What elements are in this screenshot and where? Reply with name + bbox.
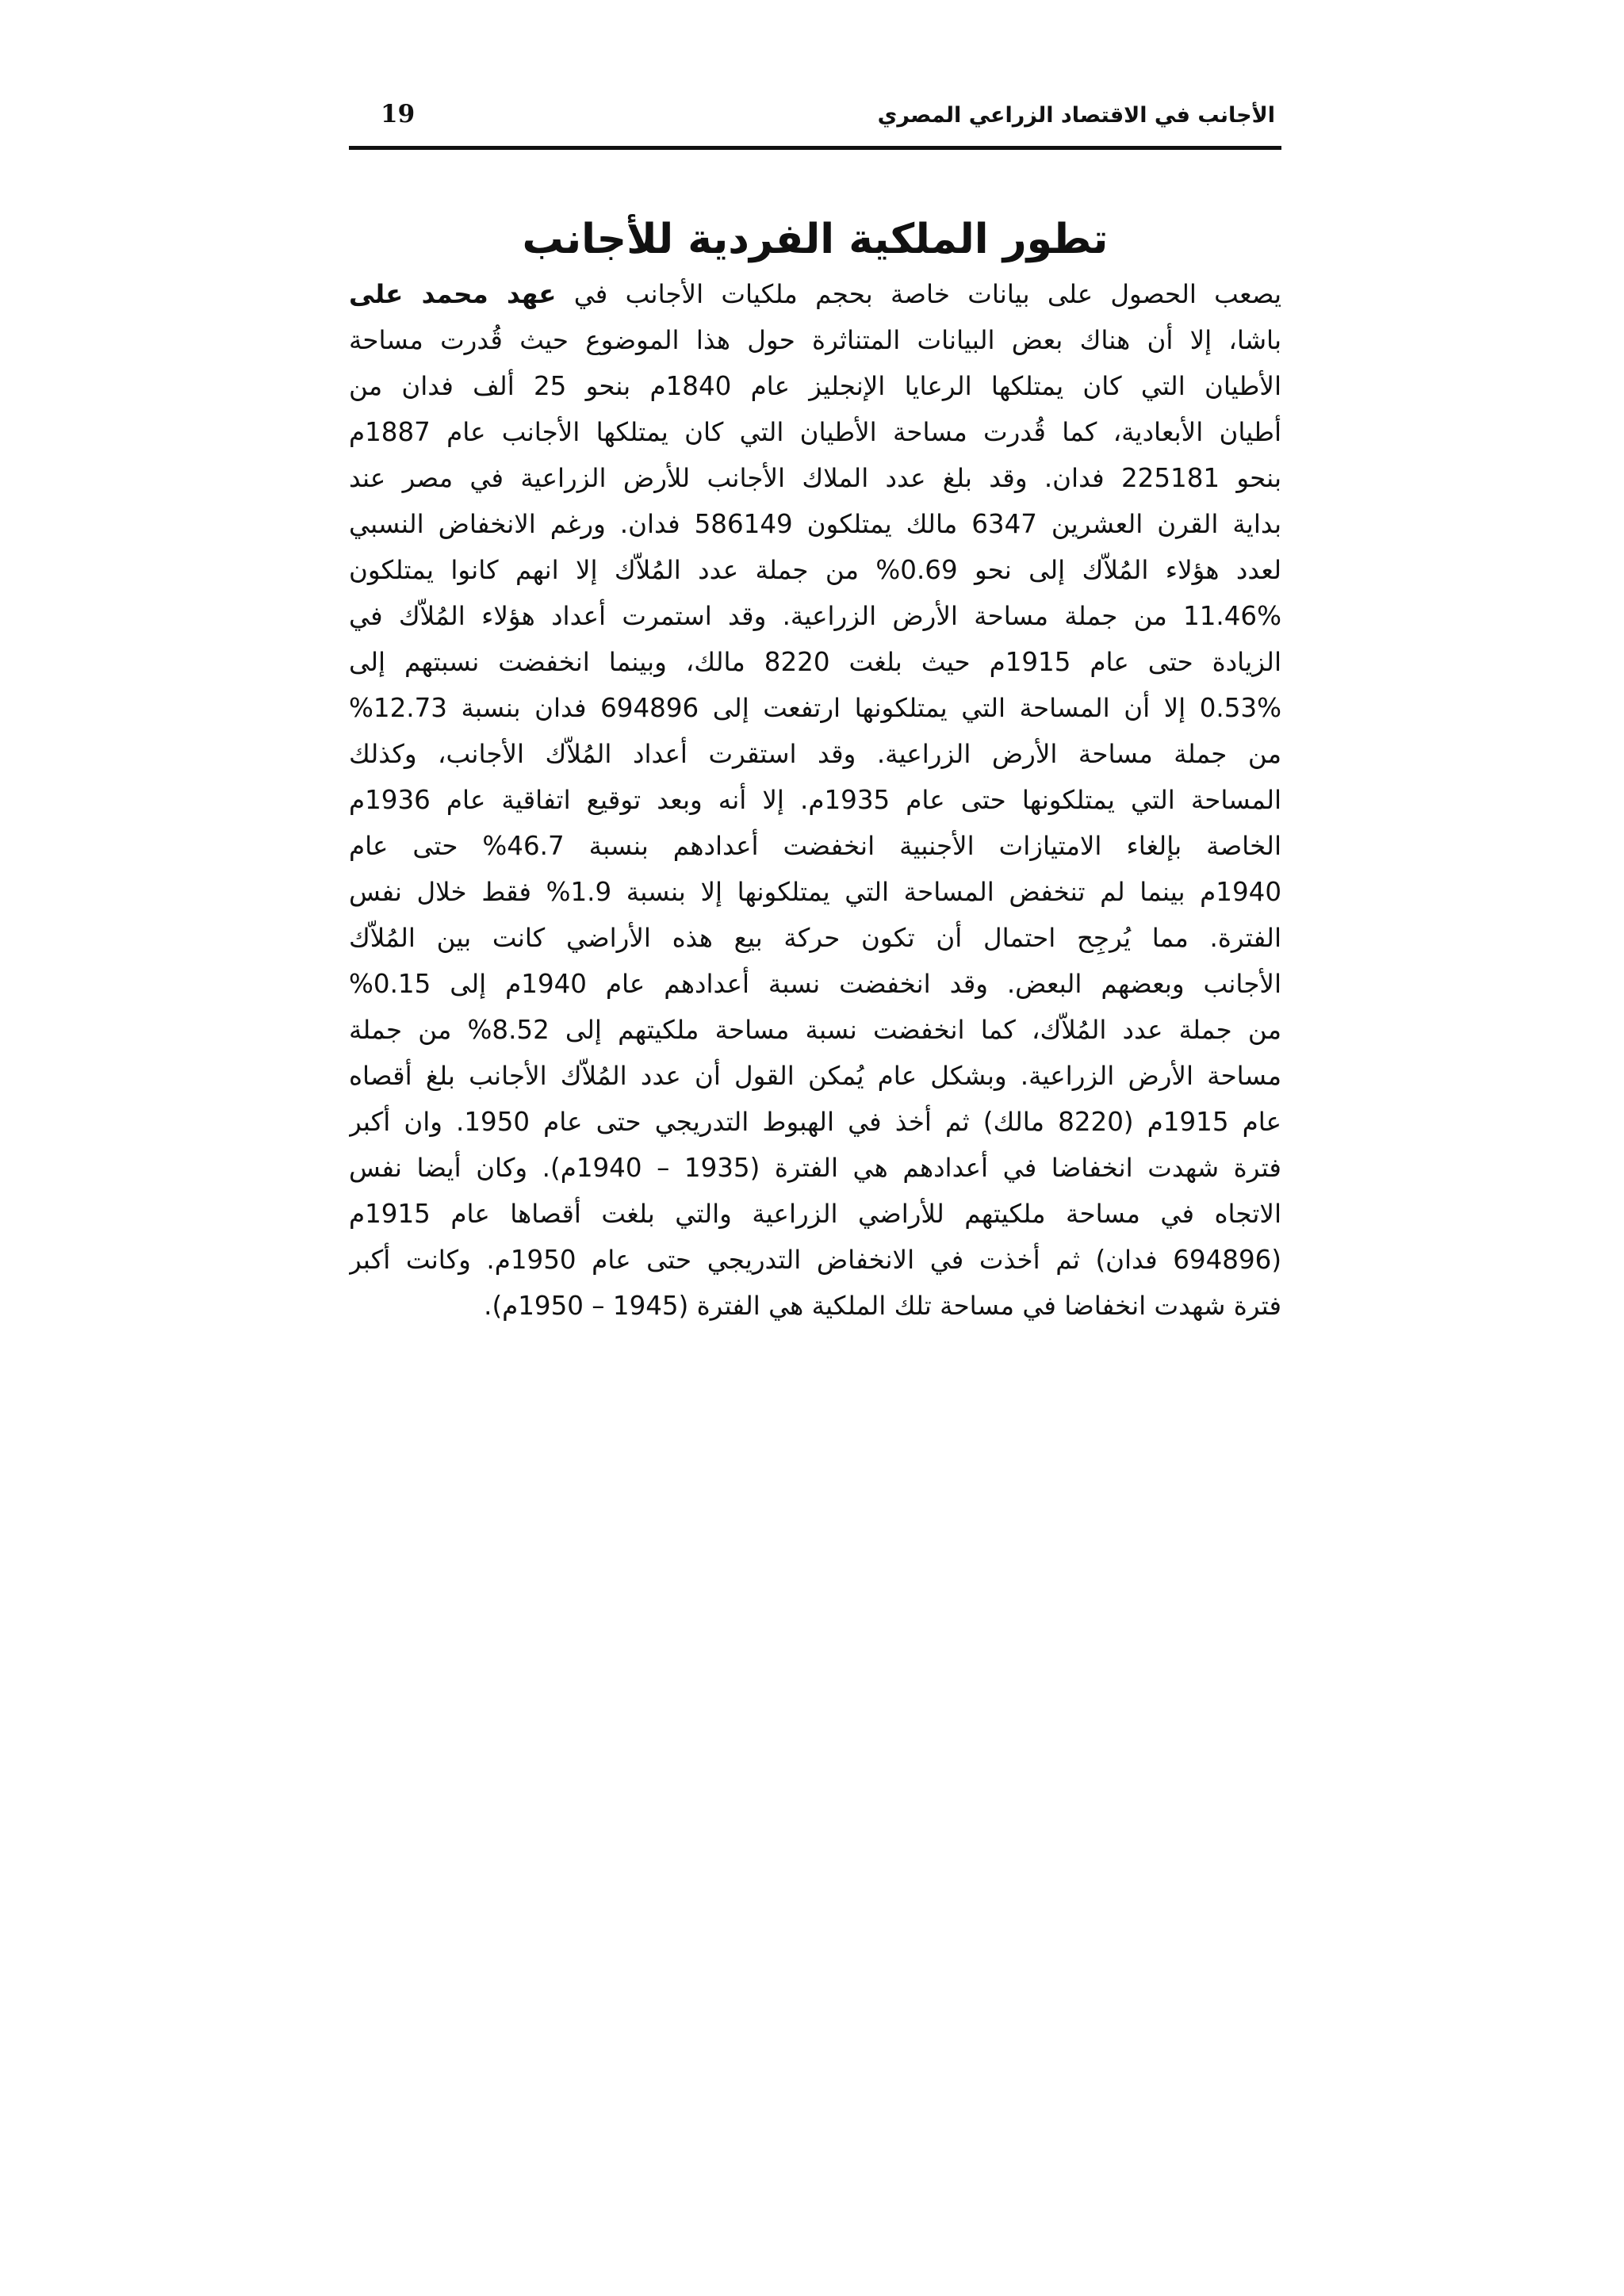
text-line: فترة شهدت انخفاضا في مساحة تلك الملكية هي الفترة (1945 – 1950م). [484,1291,1281,1321]
text-line: من جملة عدد المُلاّك، كما انخفضت نسبة مساحة ملكيتهم إلى 8.52% من جملة [349,1015,1281,1045]
text-line: الأطيان التي كان يمتلكها الرعايا الإنجليز عام 1840م بنحو 25 ألف فدان من [349,371,1281,401]
text-line [349,271,1281,317]
text-line: بداية القرن العشرين 6347 مالك يمتلكون 586149 فدان. ورغم الانخفاض النسبي [349,509,1281,539]
text-line: من جملة مساحة الأرض الزراعية. وقد استقرت أعداد المُلاّك الأجانب، وكذلك [349,739,1281,769]
text-line: الفترة. مما يُرجِح احتمال أن تكون حركة بيع هذه الأراضي كانت بين المُلاّك [349,923,1281,953]
running-title: الأجانب في الاقتصاد الزراعي المصري [877,103,1275,128]
text-line: 1940م بينما لم تنخفض المساحة التي يمتلكونها إلا بنسبة 1.9% فقط خلال نفس [349,877,1281,907]
header-divider [349,146,1281,150]
text-line: 11.46% من جملة مساحة الأرض الزراعية. وقد استمرت أعداد هؤلاء المُلاّك في [349,601,1281,631]
page-number: 19 [381,100,416,128]
text-line: بنحو 225181 فدان. وقد بلغ عدد الملاك الأجانب للأرض الزراعية في مصر عند [349,463,1281,493]
text-line: عام 1915م (8220 مالك) ثم أخذ في الهبوط التدريجي حتى عام 1950. وان أكبر [349,1107,1281,1137]
text-line: أطيان الأبعادية، كما قُدرت مساحة الأطيان التي كان يمتلكها الأجانب عام 1887م [349,417,1281,447]
page-header [349,97,1281,146]
text-line: فترة شهدت انخفاضا في أعدادهم هي الفترة (1935 – 1940م). وكان أيضا نفس [349,1153,1281,1183]
section-title: تطور الملكية الفردية للأجانب [522,216,1109,263]
text-line: 0.53% إلا أن المساحة التي يمتلكونها ارتفعت إلى 694896 فدان بنسبة 12.73% [349,693,1281,723]
body-paragraph [349,271,1281,1329]
text-line: الزيادة حتى عام 1915م حيث بلغت 8220 مالك، وبينما انخفضت نسبتهم إلى [349,647,1281,677]
text-line: مساحة الأرض الزراعية. وبشكل عام يُمكن القول أن عدد المُلاّك الأجانب بلغ أقصاه [349,1061,1281,1091]
text-line: (694896 فدان) ثم أخذت في الانخفاض التدريجي حتى عام 1950م. وكانت أكبر [349,1245,1281,1275]
main-content [349,208,1281,1329]
emphasized-name: عهد محمد على [349,279,557,309]
text-line: الاتجاه في مساحة ملكيتهم للأراضي الزراعية والتي بلغت أقصاها عام 1915م [349,1199,1281,1229]
first-line-text: يصعب الحصول على بيانات خاصة بحجم ملكيات الأجانب في [573,279,1281,309]
text-line: الخاصة بإلغاء الامتيازات الأجنبية انخفضت أعدادهم بنسبة 46.7% حتى عام [349,831,1281,861]
text-line: باشا، إلا أن هناك بعض البيانات المتناثرة حول هذا الموضوع حيث قُدرت مساحة [349,325,1281,355]
text-line: المساحة التي يمتلكونها حتى عام 1935م. إلا أنه وبعد توقيع اتفاقية عام 1936م [349,785,1281,815]
text-line: الأجانب وبعضهم البعض. وقد انخفضت نسبة أعدادهم عام 1940م إلى 0.15% [349,969,1281,999]
text-line: لعدد هؤلاء المُلاّك إلى نحو 0.69% من جملة عدد المُلاّك إلا انهم كانوا يمتلكون [349,555,1281,585]
